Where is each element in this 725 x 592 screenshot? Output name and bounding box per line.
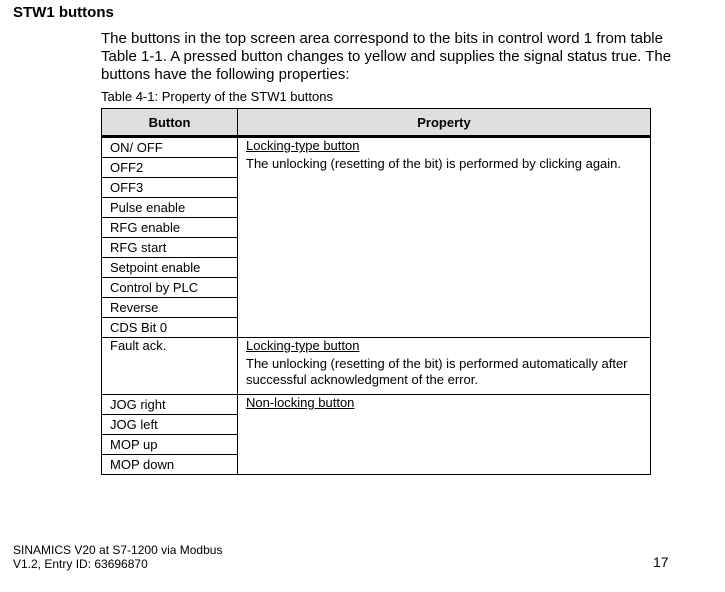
button-cell: Control by PLC [102,278,238,298]
button-cell: OFF3 [102,178,238,198]
property-title: Locking-type button [246,138,360,153]
properties-table [101,108,651,475]
table-caption: Table 4-1: Property of the STW1 buttons [101,89,333,104]
button-cell: OFF2 [102,158,238,178]
page-number: 17 [653,554,669,570]
column-header-button: Button [102,109,238,137]
button-cell: JOG right [102,395,238,415]
button-cell: MOP down [102,455,238,475]
button-cell: CDS Bit 0 [102,318,238,338]
intro-paragraph: The buttons in the top screen area correspond to the bits in control word 1 from table Table 1-1. A pressed button changes to yellow and supplies the signal status true. The buttons have the following properties: [101,30,672,83]
footer-info [13,543,222,571]
button-cell: Setpoint enable [102,258,238,278]
button-cell: JOG left [102,415,238,435]
section-heading: STW1 buttons [13,4,114,21]
table-row [102,137,651,158]
table-row [102,395,651,415]
property-cell-fault-ack [238,338,651,395]
footer-entry-id: V1.2, Entry ID: 63696870 [13,557,148,571]
button-cell: ON/ OFF [102,137,238,158]
property-description: The unlocking (resetting of the bit) is performed by clicking again. [246,156,622,171]
button-cell: RFG enable [102,218,238,238]
property-cell-non-locking [238,395,651,475]
table-header-row [102,109,651,137]
column-header-property: Property [238,109,651,137]
property-description: The unlocking (resetting of the bit) is performed automatically after successful acknowledgment of the error. [246,356,628,387]
button-cell: MOP up [102,435,238,455]
property-title: Non-locking button [246,395,355,410]
button-cell: Pulse enable [102,198,238,218]
button-cell: RFG start [102,238,238,258]
table-row [102,338,651,395]
footer-product: SINAMICS V20 at S7-1200 via Modbus [13,543,223,557]
property-cell-locking [238,137,651,338]
button-cell: Fault ack. [102,338,238,395]
button-cell: Reverse [102,298,238,318]
property-title: Locking-type button [246,338,360,353]
